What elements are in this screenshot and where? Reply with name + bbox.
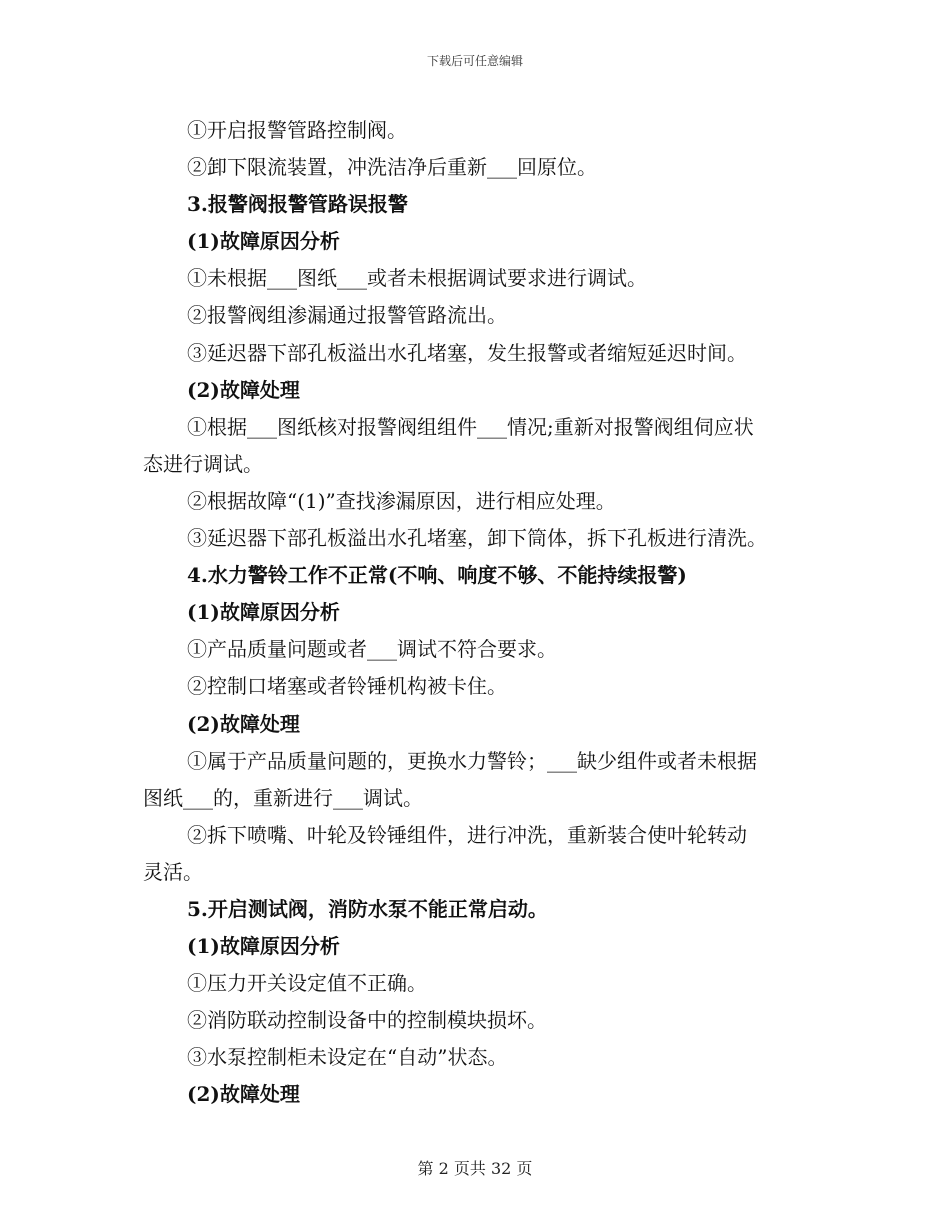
page-header: 下载后可任意编辑 — [426, 54, 523, 68]
paragraph-continuation: 态进行调试。 — [143, 451, 263, 476]
subsection-heading: (1)故障原因分析 — [187, 600, 340, 625]
paragraph: ②消防联动控制设备中的控制模块损坏。 — [187, 1008, 547, 1033]
paragraph: ①开启报警管路控制阀。 — [187, 118, 407, 142]
paragraph: ②拆下喷嘴、叶轮及铃锤组件，进行冲洗，重新装合使叶轮转动 — [187, 822, 747, 847]
paragraph: ①产品质量问题或者___调试不符合要求。 — [187, 637, 557, 662]
paragraph: ③水泵控制柜未设定在“自动”状态。 — [187, 1045, 508, 1070]
paragraph-continuation: 图纸___的，重新进行___调试。 — [143, 785, 423, 810]
paragraph: ①未根据___图纸___或者未根据调试要求进行调试。 — [187, 266, 647, 291]
subsection-heading: (1)故障原因分析 — [187, 934, 340, 959]
paragraph: ①根据___图纸核对报警阀组组件___情况;重新对报警阀组伺应状 — [187, 414, 754, 439]
paragraph: ①压力开关设定值不正确。 — [187, 971, 427, 996]
paragraph: ③延迟器下部孔板溢出水孔堵塞，卸下筒体，拆下孔板进行清洗。 — [187, 526, 767, 551]
paragraph: ②根据故障“(1)”查找渗漏原因，进行相应处理。 — [187, 488, 616, 513]
paragraph: ②报警阀组渗漏通过报警管路流出。 — [187, 303, 507, 328]
section-heading: 4.水力警铃工作不正常(不响、响度不够、不能持续报警) — [187, 563, 687, 588]
page-footer: 第 2 页共 32 页 — [417, 1159, 533, 1178]
paragraph: ①属于产品质量问题的，更换水力警铃；___缺少组件或者未根据 — [187, 748, 757, 773]
document-body — [143, 112, 823, 1114]
subsection-heading: (2)故障处理 — [187, 1082, 300, 1107]
section-heading: 3.报警阀报警管路误报警 — [187, 192, 408, 217]
paragraph-continuation: 灵活。 — [143, 859, 203, 884]
paragraph: ③延迟器下部孔板溢出水孔堵塞，发生报警或者缩短延迟时间。 — [187, 340, 747, 365]
paragraph: ②卸下限流装置，冲洗洁净后重新___回原位。 — [187, 155, 597, 180]
subsection-heading: (2)故障处理 — [187, 377, 300, 402]
paragraph: ②控制口堵塞或者铃锤机构被卡住。 — [187, 674, 507, 699]
section-heading: 5.开启测试阀，消防水泵不能正常启动。 — [187, 896, 548, 921]
subsection-heading: (1)故障原因分析 — [187, 229, 340, 254]
subsection-heading: (2)故障处理 — [187, 711, 300, 736]
